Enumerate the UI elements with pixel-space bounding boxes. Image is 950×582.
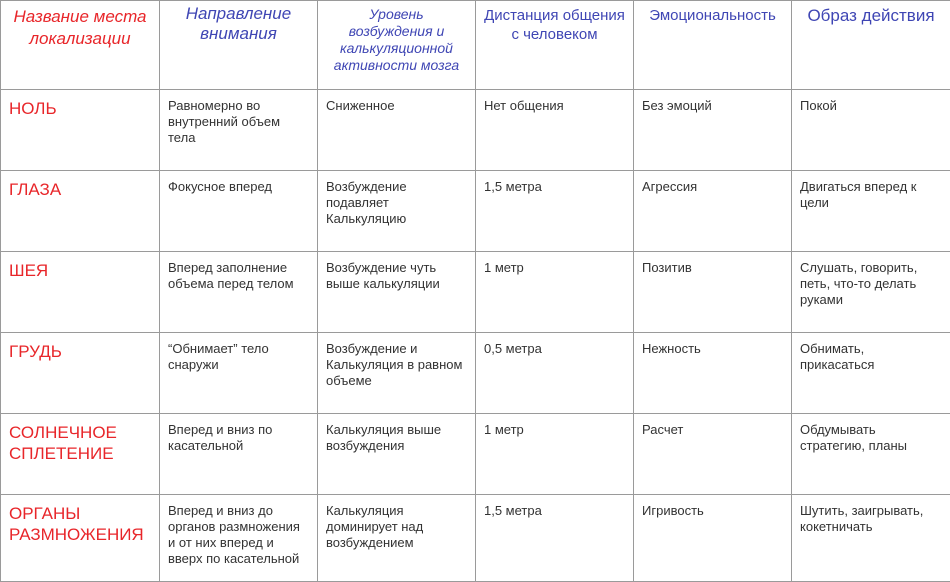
arousal-level: Калькуляция доминирует над возбуждением [318, 495, 476, 582]
attention-direction: Вперед и вниз по касательной [160, 414, 318, 495]
location-name: СОЛНЕЧНОЕ СПЛЕТЕНИЕ [1, 414, 160, 495]
location-name: ОРГАНЫ РАЗМНОЖЕНИЯ [1, 495, 160, 582]
location-name: ШЕЯ [1, 252, 160, 333]
table-row [1, 333, 950, 414]
arousal-level: Возбуждение и Калькуляция в равном объеме [318, 333, 476, 414]
emotionality: Позитив [634, 252, 792, 333]
arousal-level: Калькуляция выше возбуждения [318, 414, 476, 495]
communication-distance: 1 метр [476, 414, 634, 495]
table-row [1, 171, 950, 252]
attention-direction: Вперед и вниз до органов размножения и от них вперед и вверх по касательной [160, 495, 318, 582]
header-row [1, 1, 950, 90]
table-row [1, 90, 950, 171]
emotionality: Нежность [634, 333, 792, 414]
attention-direction: Фокусное вперед [160, 171, 318, 252]
attention-direction: “Обнимает” тело снаружи [160, 333, 318, 414]
table-row [1, 252, 950, 333]
table-row [1, 495, 950, 582]
emotionality: Агрессия [634, 171, 792, 252]
action-mode: Покой [792, 90, 950, 171]
location-name: ГРУДЬ [1, 333, 160, 414]
action-mode: Слушать, говорить, петь, что-то делать руками [792, 252, 950, 333]
attention-direction: Вперед заполнение объема перед телом [160, 252, 318, 333]
emotionality: Расчет [634, 414, 792, 495]
header-attention-direction: Направление внимания [160, 1, 318, 90]
header-action-mode: Образ действия [792, 1, 950, 90]
location-name: ГЛАЗА [1, 171, 160, 252]
communication-distance: 1,5 метра [476, 171, 634, 252]
attention-direction: Равномерно во внутренний объем тела [160, 90, 318, 171]
table-row [1, 414, 950, 495]
location-name: НОЛЬ [1, 90, 160, 171]
communication-distance: 0,5 метра [476, 333, 634, 414]
header-communication-distance: Дистанция общения с человеком [476, 1, 634, 90]
emotionality: Игривость [634, 495, 792, 582]
header-emotionality: Эмоциональность [634, 1, 792, 90]
action-mode: Обдумывать стратегию, планы [792, 414, 950, 495]
arousal-level: Возбуждение чуть выше калькуляции [318, 252, 476, 333]
action-mode: Шутить, заигрывать, кокетничать [792, 495, 950, 582]
arousal-level: Сниженное [318, 90, 476, 171]
emotionality: Без эмоций [634, 90, 792, 171]
communication-distance: 1,5 метра [476, 495, 634, 582]
action-mode: Обнимать, прикасаться [792, 333, 950, 414]
communication-distance: Нет общения [476, 90, 634, 171]
communication-distance: 1 метр [476, 252, 634, 333]
header-arousal-level: Уровень возбуждения и калькуляционной активности мозга [318, 1, 476, 90]
action-mode: Двигаться вперед к цели [792, 171, 950, 252]
arousal-level: Возбуждение подавляет Калькуляцию [318, 171, 476, 252]
header-location-name: Название места локализации [1, 1, 160, 90]
